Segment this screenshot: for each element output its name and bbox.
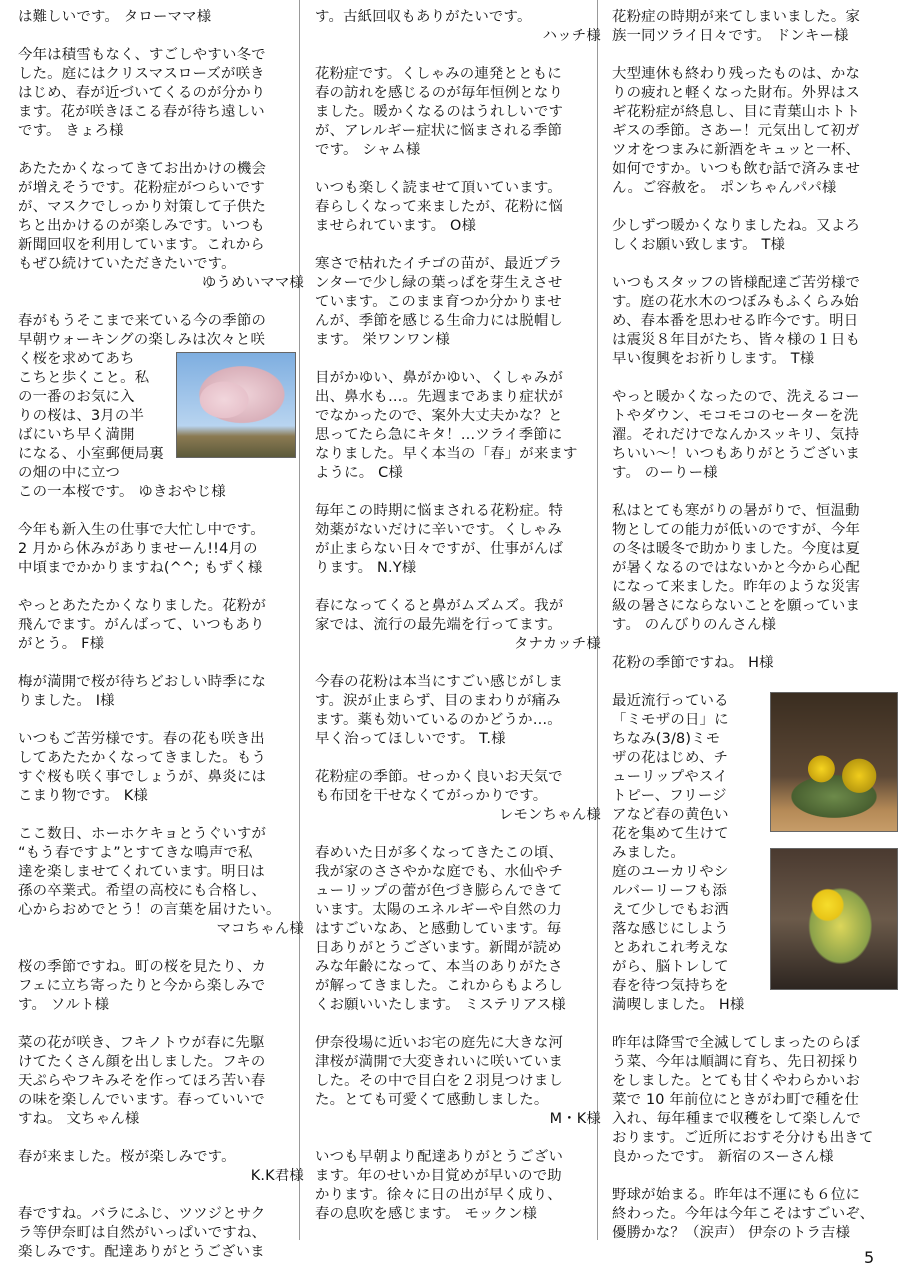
comment-line: 私はとても寒がりの暑がりで、恒温動 [612, 503, 860, 519]
comment-line: りました。 I様 [18, 693, 115, 709]
reader-comment [612, 1186, 898, 1243]
comment-line: す。 のーりー様 [612, 465, 718, 481]
comment-line: です。 シャム様 [315, 142, 421, 158]
comment-line: みな年齢になって、本当のありがたさ [315, 959, 563, 975]
reader-comment [18, 1034, 304, 1129]
comment-line: 菜の花が咲き、フキノトウが春に先駆 [18, 1035, 265, 1051]
comment-line: 家では、流行の最先端を行ってます。 [315, 617, 562, 633]
reader-comment [315, 255, 601, 350]
comment-line: 津桜が満開で大変きれいに咲いていま [315, 1054, 564, 1070]
comment-line: 大型連休も終わり残ったものは、かな [612, 66, 861, 82]
comment-line: けてたくさん顔を出しました。フキの [18, 1054, 266, 1070]
comment-line: 心からおめでとう！の言葉を届けたい。 [18, 902, 281, 918]
comment-line: でなかったので、案外大丈夫かな？と [315, 408, 563, 424]
comment-line: 桜の季節ですね。町の桜を見たり、カ [18, 959, 267, 975]
comment-line: いつも楽しく読ませて頂いています。 [315, 180, 562, 196]
comment-line: 春の息吹を感じます。 モックン様 [315, 1206, 538, 1222]
comment-line: 如何ですか。いつも飲む話で済みませ [612, 161, 861, 177]
comment-line: やっとあたたかくなりました。花粉が [18, 598, 267, 614]
comment-line: 族一同ツライ日々です。 ドンキー様 [612, 28, 849, 44]
reader-comment [18, 1205, 304, 1262]
comment-line: は難しいです。 タローママ様 [18, 9, 212, 25]
reader-comment [18, 312, 304, 502]
yellow-flowers-photo [770, 848, 898, 990]
comment-line: 今年も新入生の仕事で大忙し中です。 [18, 522, 265, 538]
comment-line: になって来ました。昨年のような災害 [612, 579, 861, 595]
comment-line: 花粉症の季節。せっかく良いお天気で [315, 769, 563, 785]
comment-line: の一番のお気に入 [18, 389, 135, 405]
comment-line: 達を楽しませてくれています。明日は [18, 864, 265, 880]
reader-comment [18, 8, 304, 27]
comment-line: が止まらない日々ですが、仕事がんば [315, 541, 564, 557]
comment-line: いつもスタッフの皆様配達ご苦労様で [612, 275, 861, 291]
comment-line: 庭のユーカリやシ [612, 864, 729, 880]
comment-line: 早朝ウォーキングの楽しみは次々と咲 [18, 332, 266, 348]
comment-line: 花粉の季節ですね。 H様 [612, 655, 774, 671]
comment-line: こまり物です。 K様 [18, 788, 148, 804]
reader-comment [315, 1034, 601, 1129]
page-number: 5 [864, 1248, 875, 1267]
comment-line: 「ミモザの日」に [612, 712, 729, 728]
comment-line: になる、小室郵便局裏の畑の中に立つ [18, 446, 164, 481]
comment-line: ばにいち早く満開 [18, 427, 135, 443]
comment-line: す。 ソルト様 [18, 997, 110, 1013]
comment-signature: K.K君様 [250, 1168, 304, 1184]
reader-comment [315, 597, 601, 654]
comment-line: アなど春の黄色い [612, 807, 729, 823]
comment-line: はすごいなあ、と感動しています。毎 [315, 921, 562, 937]
comment-line: ここ数日、ホーホケキョとうぐいすが [18, 826, 267, 842]
comment-line: 飛んでます。がんばって、いつもあり [18, 617, 265, 633]
comment-line: すね。 文ちゃん様 [18, 1111, 140, 1127]
comment-line: とあれこれ考えな [612, 940, 729, 956]
comment-line: です。 きょろ様 [18, 123, 124, 139]
comment-line: なりました。早く本当の「春」が来ます [315, 446, 578, 462]
comment-line: 伊奈役場に近いお宅の庭先に大きな河 [315, 1035, 564, 1051]
comment-line: した。その中で目白を２羽見つけまし [315, 1073, 564, 1089]
reader-comment [612, 217, 898, 255]
comment-line: 今春の花粉は本当にすごい感じがしま [315, 674, 564, 690]
comment-line: 菜で 10 年前位にときがわ町で種を仕 [612, 1092, 860, 1108]
comment-line: 春めいた日が多くなってきたこの頃、 [315, 845, 564, 861]
comment-line: してあたたかくなってきました。もう [18, 750, 267, 766]
comment-line: ちいい〜！いつもありがとうございま [612, 446, 861, 462]
comment-line: ように。 C様 [315, 465, 403, 481]
reader-comment [18, 673, 304, 711]
comment-line: ルバーリーフも添 [612, 883, 727, 899]
reader-comment [612, 654, 898, 673]
mimosa-arrangement-photo [770, 692, 898, 832]
reader-comment [18, 825, 304, 939]
comment-line: 春が来ました。桜が楽しみです。 [18, 1149, 236, 1165]
comment-line: 優勝かな？（涙声） 伊奈のトラ吉様 [612, 1225, 851, 1241]
comment-line: 効薬がないだけに辛いです。くしゃみ [315, 522, 562, 538]
comment-line: ギスの季節。さあー！元気出して初ガ [612, 123, 860, 139]
comment-line: ます。 栄ワンワン様 [315, 332, 450, 348]
comment-line: トやダウン、モコモコのセーターを洗 [612, 408, 859, 424]
comment-line: 花粉症の時期が来てしまいました。家 [612, 9, 861, 25]
comment-line: こちと歩くこと。私 [18, 370, 150, 386]
reader-comment [315, 502, 601, 578]
reader-comment [612, 1034, 898, 1167]
comment-line: もぜひ続けていただきたいです。 [18, 256, 236, 272]
comment-line: ます。薬も効いているのかどうか…。 [315, 712, 562, 728]
comment-line: みました。 [612, 845, 685, 861]
comment-line: がとう。 F様 [18, 636, 105, 652]
reader-comment [612, 388, 898, 483]
comment-line: す。涙が止まらず、目のまわりが痛み [315, 693, 561, 709]
column-3 [612, 8, 898, 1262]
comment-line: いつも早朝より配達ありがとうござい [315, 1149, 564, 1165]
comment-line: 落な感じにしよう [612, 921, 729, 937]
comment-line: ンターで少し緑の葉っぱを芽生えさせ [315, 275, 563, 291]
comment-line: “もう春ですよ”とすてきな鳴声で私 [18, 845, 253, 861]
comment-signature: ハッチ様 [542, 28, 601, 44]
comment-line: す。古紙回収もありがたいです。 [315, 9, 532, 25]
comment-line: ります。 N.Y様 [315, 560, 417, 576]
comment-line: 梅が満開で桜が待ちどおしい時季にな [18, 674, 267, 690]
comment-line: 春らしくなって来ましたが、花粉に悩 [315, 199, 564, 215]
comment-line: 満喫しました。 H様 [612, 997, 745, 1013]
reader-comment [612, 8, 898, 46]
comment-line: をしました。とても甘くやわらかいお [612, 1073, 861, 1089]
comment-line: 花を集めて生けて [612, 826, 729, 842]
reader-comment [18, 521, 304, 578]
comment-line: 新聞回収を利用しています。これから [18, 237, 265, 253]
comment-line: この一本桜です。 ゆきおやじ様 [18, 484, 226, 500]
comment-line: 日ありがとうございます。新聞が読め [315, 940, 562, 956]
comment-line: 毎年この時期に悩まされる花粉症。特 [315, 503, 564, 519]
comment-line: う菜、今年は順調に育ち、先日初採り [612, 1054, 861, 1070]
comment-line: ザの花はじめ、チ [612, 750, 729, 766]
column-1 [18, 8, 304, 1281]
comment-line: ん。ご容赦を。 ポンちゃんパパ様 [612, 180, 837, 196]
comment-line: トピー、フリージ [612, 788, 727, 804]
comment-signature: M・K様 [549, 1111, 601, 1127]
comment-line: が解ってきました。これからもよろし [315, 978, 564, 994]
comment-line: ちと出かけるのが楽しみです。いつも [18, 218, 265, 234]
comment-line: やっと暖かくなったので、洗えるコー [612, 389, 860, 405]
reader-comment [18, 46, 304, 141]
comment-line: しくお願い致します。 T様 [612, 237, 786, 253]
reader-comment [18, 958, 304, 1015]
reader-comment [315, 673, 601, 749]
comment-line: 春ですね。バラにふじ、ツツジとサク [18, 1206, 266, 1222]
comment-line: 我が家のささやかな庭でも、水仙やチ [315, 864, 564, 880]
comment-line: 春になってくると鼻がムズムズ。我が [315, 598, 564, 614]
comment-line: 入れ、毎年種まで収穫をして楽しんで [612, 1111, 861, 1127]
comment-line: ます。年のせいか目覚めが早いので助 [315, 1168, 562, 1184]
comment-line: した。庭にはクリスマスローズが咲き [18, 66, 265, 82]
comment-line: りの桜は、3月の半 [18, 408, 145, 424]
column-2 [315, 8, 601, 1243]
comment-line: 早く治ってほしいです。 T.様 [315, 731, 506, 747]
comment-line: す。 のんびりのんさん様 [612, 617, 777, 633]
reader-comment [612, 692, 898, 1015]
comment-line: 濯。それだけでなんかスッキリ、気持 [612, 427, 860, 443]
comment-line: ます。花が咲きほこる春が待ち遠しい [18, 104, 265, 120]
comment-line: ませられています。 O様 [315, 218, 477, 234]
reader-comment [612, 65, 898, 198]
comment-line: 野球が始まる。昨年は不運にも６位に [612, 1187, 861, 1203]
comment-line: 目がかゆい、鼻がかゆい、くしゃみが [315, 370, 564, 386]
comment-line: ています。このまま育つか分かりませ [315, 294, 562, 310]
comment-line: が、マスクでしっかり対策して子供た [18, 199, 267, 215]
comment-line: す。庭の花水木のつぼみもふくらみ始 [612, 294, 859, 310]
comment-line: くお願いいたします。 ミステリアス様 [315, 997, 566, 1013]
comment-line: 早い復興をお祈りします。 T様 [612, 351, 815, 367]
comment-line: た。とても可愛くて感動しました。 [315, 1092, 549, 1108]
comment-line: んが、季節を感じる生命力には脱帽し [315, 313, 564, 329]
comment-line: 花粉症です。くしゃみの連発とともに [315, 66, 562, 82]
reader-comment [315, 65, 601, 160]
comment-line: 寒さで枯れたイチゴの苗が、最近プラ [315, 256, 563, 272]
comment-line: く桜を求めてあち [18, 351, 135, 367]
reader-comment [315, 1148, 601, 1224]
comment-line: ギ花粉症が終息し、目に青葉山ホトト [612, 104, 861, 120]
comment-line: います。太陽のエネルギーや自然の力 [315, 902, 562, 918]
comment-line: 少しずつ暖かくなりましたね。又よろ [612, 218, 861, 234]
reader-comment [315, 369, 601, 483]
comment-line: ューリップの蕾が色づき膨らんできて [315, 883, 563, 899]
comment-signature: マコちゃん様 [216, 921, 304, 937]
reader-comment [315, 844, 601, 1015]
comment-line: はじめ、春が近づいてくるのが分かり [18, 85, 266, 101]
comment-line: が増えそうです。花粉症がつらいです [18, 180, 265, 196]
reader-comment [18, 597, 304, 654]
reader-comment [612, 502, 898, 635]
comment-line: 天ぷらやフキみそを作ってほろ苦い春 [18, 1073, 266, 1089]
reader-comment [18, 1148, 304, 1186]
reader-comment [18, 160, 304, 293]
reader-comment [315, 8, 601, 46]
comment-line: 今年は積雪もなく、すごしやすい冬で [18, 47, 266, 63]
comment-line: ツオをつまみに新酒をキュッと一杯、 [612, 142, 861, 158]
comment-signature: タナカッチ様 [513, 636, 601, 652]
comment-line: 最近流行っている [612, 693, 729, 709]
comment-signature: ゆうめいママ様 [201, 275, 304, 291]
comment-line: ラ等伊奈町は自然がいっぱいですね、 [18, 1225, 267, 1241]
cherry-blossom-photo [176, 352, 296, 458]
comment-line: の味を楽しんでいます。春っていいで [18, 1092, 265, 1108]
reader-comment [315, 768, 601, 825]
comment-line: ューリップやスイ [612, 769, 728, 785]
comment-line: 出、鼻水も…。先週まであまり症状が [315, 389, 564, 405]
comment-line: かります。徐々に日の出が早く成り、 [315, 1187, 562, 1203]
comment-line: 春がもうそこまで来ている今の季節の [18, 313, 267, 329]
comment-line: いつもご苦労様です。春の花も咲き出 [18, 731, 265, 747]
comment-line: 春の訪れを感じるのが毎年恒例となり [315, 85, 564, 101]
comment-line: が、アレルギー症状に悩まされる季節 [315, 123, 563, 139]
comment-line: も布団を干せなくてがっかりです。 [315, 788, 548, 804]
reader-comment [18, 730, 304, 806]
reader-comment [315, 179, 601, 236]
comment-line: 2 月から休みがありませーん!!4月の [18, 541, 258, 557]
comment-line: 昨年は降雪で全滅してしまったのらぼ [612, 1035, 861, 1051]
comment-line: 物としての能力が低いのですが、今年 [612, 522, 861, 538]
comment-line: りの疲れと軽くなった財布。外界はス [612, 85, 861, 101]
comment-line: 楽しみです。配達ありがとうございま [18, 1244, 265, 1260]
comment-line: フェに立ち寄ったりと今から楽しみで [18, 978, 266, 994]
comment-line: 良かったです。 新宿のスーさん様 [612, 1149, 834, 1165]
comment-line: 終わった。今年は今年こそはすごいぞ、 [612, 1206, 875, 1222]
comment-line: 中頃までかかりますね(^^; もずく様 [18, 560, 263, 576]
comment-line: あたたかくなってきてお出かけの機会 [18, 161, 267, 177]
comment-line: 孫の卒業式。希望の高校にも合格し、 [18, 883, 267, 899]
comment-line: め、春本番を思わせる昨今です。明日 [612, 313, 859, 329]
comment-line: 思ってたら急にキタ！…ツライ季節に [315, 427, 563, 443]
comment-line: が暑くなるのではないかと今から心配 [612, 560, 861, 576]
comment-line: ました。暖かくなるのはうれしいです [315, 104, 564, 120]
comment-line: 春を待つ気持ちを [612, 978, 729, 994]
comment-line: 級の暑さにならないことを願っていま [612, 598, 861, 614]
comment-signature: レモンちゃん様 [498, 807, 601, 823]
comment-line: の冬は暖冬で助かりました。今度は夏 [612, 541, 861, 557]
reader-comment [612, 274, 898, 369]
comment-line: がら、脳トレして [612, 959, 729, 975]
comment-line: すぐ桜も咲く事でしょうが、鼻炎には [18, 769, 267, 785]
comment-line: えて少しでもお洒 [612, 902, 729, 918]
comment-line: おります。ご近所におすそ分けも出きて [612, 1130, 874, 1146]
comment-line: は震災８年目がたち、皆々様の１日も [612, 332, 861, 348]
comment-line: ちなみ(3/8)ミモ [612, 731, 721, 747]
